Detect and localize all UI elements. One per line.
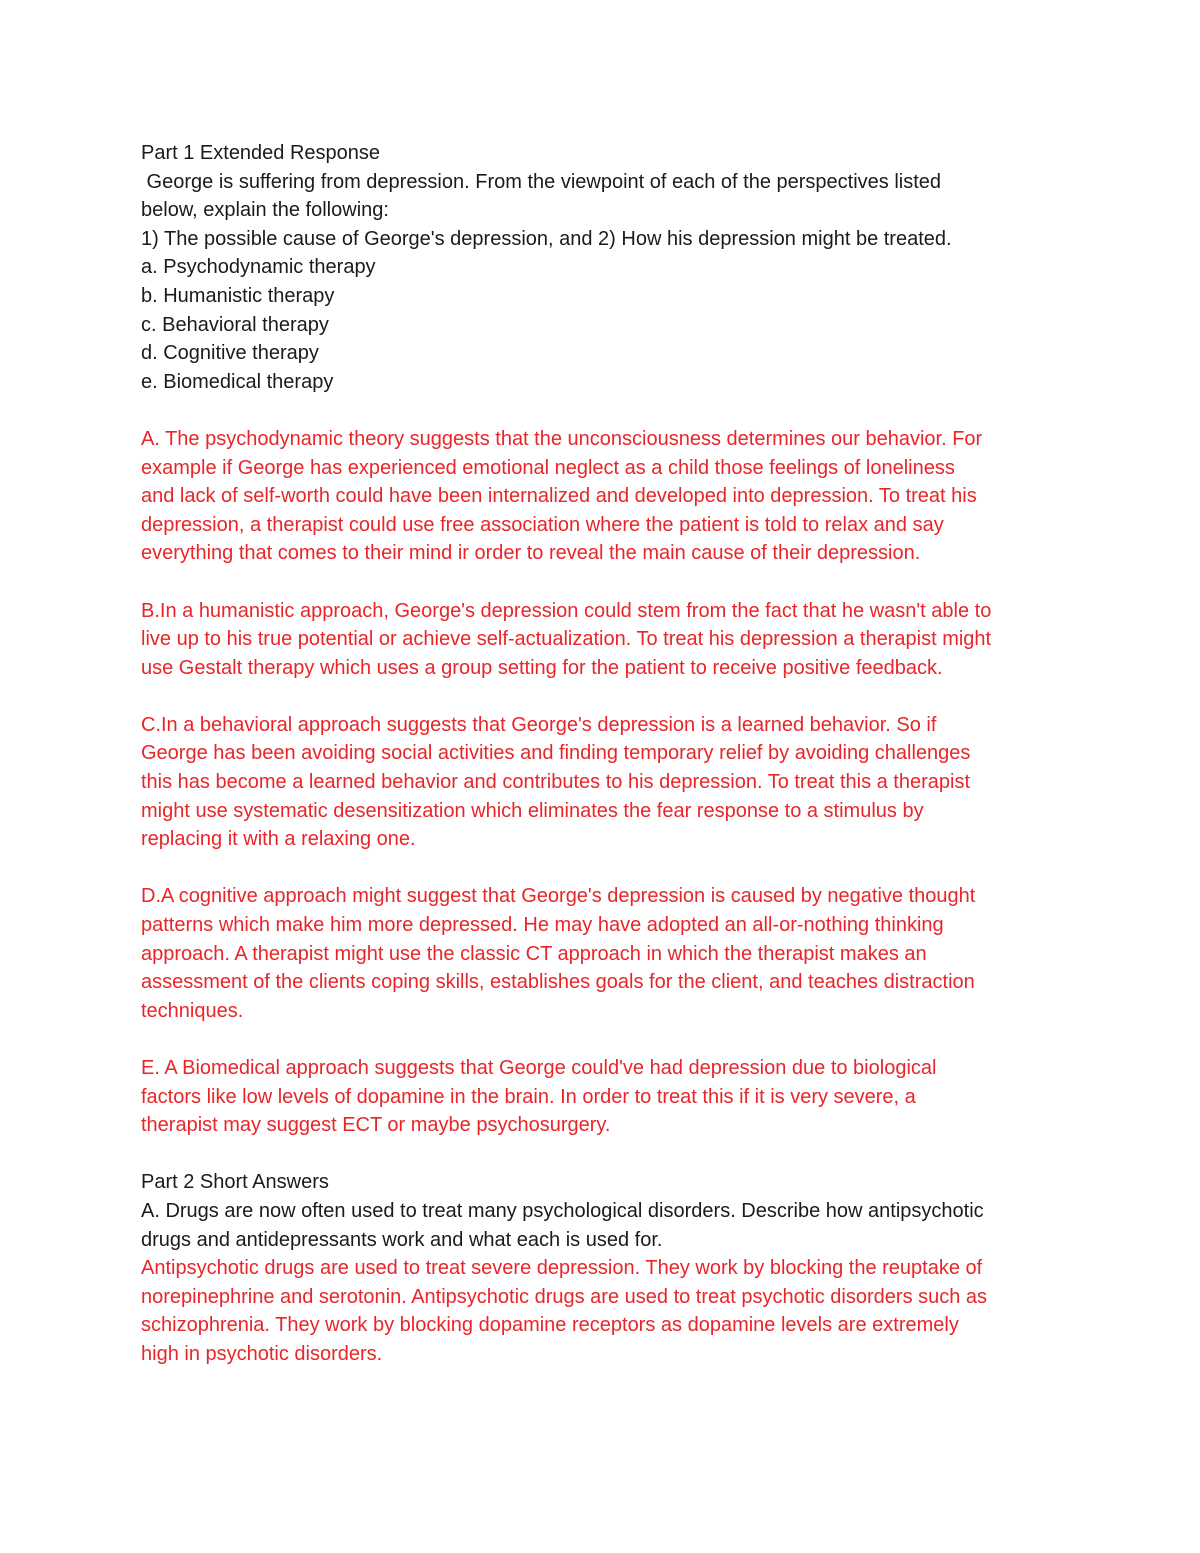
answer-line: depression, a therapist could use free association where the patient is told to relax and say bbox=[141, 513, 944, 536]
perspective-item: a. Psychodynamic therapy bbox=[141, 256, 376, 279]
answer-e-biomedical bbox=[141, 1054, 1071, 1140]
answer-line: E. A Biomedical approach suggests that George could've had depression due to biological bbox=[141, 1057, 937, 1079]
perspective-item: c. Behavioral therapy bbox=[141, 313, 329, 336]
answer-line: factors like low levels of dopamine in the brain. In order to treat this if it is very severe, a bbox=[141, 1085, 916, 1108]
paragraph-spacer bbox=[141, 396, 1071, 425]
answer-line: B.In a humanistic approach, George's depression could stem from the fact that he wasn't able to bbox=[141, 599, 992, 622]
perspective-item: e. Biomedical therapy bbox=[141, 370, 334, 393]
answer-line: therapist may suggest ECT or maybe psychosurgery. bbox=[141, 1114, 611, 1137]
answer-line: Antipsychotic drugs are used to treat severe depression. They work by blocking the reuptake of bbox=[141, 1257, 983, 1280]
answer-line: approach. A therapist might use the classic CT approach in which the therapist makes an bbox=[141, 942, 927, 965]
part1-prompt bbox=[141, 168, 1071, 397]
paragraph-spacer bbox=[141, 568, 1071, 597]
answer-line: everything that comes to their mind ir order to reveal the main cause of their depression. bbox=[141, 542, 921, 565]
paragraph-spacer bbox=[141, 1140, 1071, 1169]
answer-b-humanistic bbox=[141, 597, 1071, 683]
part1-heading: Part 1 Extended Response bbox=[141, 142, 381, 164]
paragraph-spacer bbox=[141, 854, 1071, 883]
document-body bbox=[141, 139, 1071, 1369]
part2-answer bbox=[141, 1254, 1071, 1368]
answer-line: replacing it with a relaxing one. bbox=[141, 828, 416, 851]
answer-line: D.A cognitive approach might suggest that George's depression is caused by negative thought bbox=[141, 885, 976, 908]
answer-c-behavioral bbox=[141, 711, 1071, 854]
answer-line: norepinephrine and serotonin. Antipsychotic drugs are used to treat psychotic disorders such as bbox=[141, 1285, 988, 1308]
perspective-item: d. Cognitive therapy bbox=[141, 342, 319, 365]
answer-line: George has been avoiding social activities and finding temporary relief by avoiding challenges bbox=[141, 742, 971, 765]
prompt-line: below, explain the following: bbox=[141, 199, 389, 222]
answer-line: high in psychotic disorders. bbox=[141, 1342, 383, 1365]
answer-line: use Gestalt therapy which uses a group setting for the patient to receive positive feedback. bbox=[141, 656, 943, 679]
prompt-line: George is suffering from depression. From the viewpoint of each of the perspectives listed bbox=[141, 170, 942, 193]
answer-line: schizophrenia. They work by blocking dopamine receptors as dopamine levels are extremely bbox=[141, 1314, 959, 1337]
question-line: drugs and antidepressants work and what each is used for. bbox=[141, 1228, 663, 1251]
answer-line: example if George has experienced emotional neglect as a child those feelings of loneliness bbox=[141, 456, 955, 479]
part2-heading: Part 2 Short Answers bbox=[141, 1171, 329, 1194]
answer-line: assessment of the clients coping skills, establishes goals for the client, and teaches distraction bbox=[141, 971, 975, 994]
perspective-item: b. Humanistic therapy bbox=[141, 284, 335, 307]
prompt-line: 1) The possible cause of George's depression, and 2) How his depression might be treated. bbox=[141, 227, 952, 250]
question-line: A. Drugs are now often used to treat many psychological disorders. Describe how antipsychotic bbox=[141, 1199, 984, 1222]
answer-line: this has become a learned behavior and contributes to his depression. To treat this a therapist bbox=[141, 771, 971, 794]
answer-line: A. The psychodynamic theory suggests that the unconsciousness determines our behavior. For bbox=[141, 427, 983, 450]
answer-line: live up to his true potential or achieve self-actualization. To treat his depression a therapist might bbox=[141, 628, 992, 651]
answer-line: techniques. bbox=[141, 999, 244, 1022]
paragraph-spacer bbox=[141, 682, 1071, 711]
answer-line: might use systematic desensitization which eliminates the fear response to a stimulus by bbox=[141, 799, 924, 822]
answer-line: C.In a behavioral approach suggests that George's depression is a learned behavior. So if bbox=[141, 713, 937, 736]
part2-question bbox=[141, 1197, 1071, 1254]
paragraph-spacer bbox=[141, 1025, 1071, 1054]
answer-line: patterns which make him more depressed. He may have adopted an all-or-nothing thinking bbox=[141, 914, 944, 937]
answer-d-cognitive bbox=[141, 882, 1071, 1025]
answer-a-psychodynamic bbox=[141, 425, 1071, 568]
answer-line: and lack of self-worth could have been internalized and developed into depression. To treat his bbox=[141, 485, 977, 508]
